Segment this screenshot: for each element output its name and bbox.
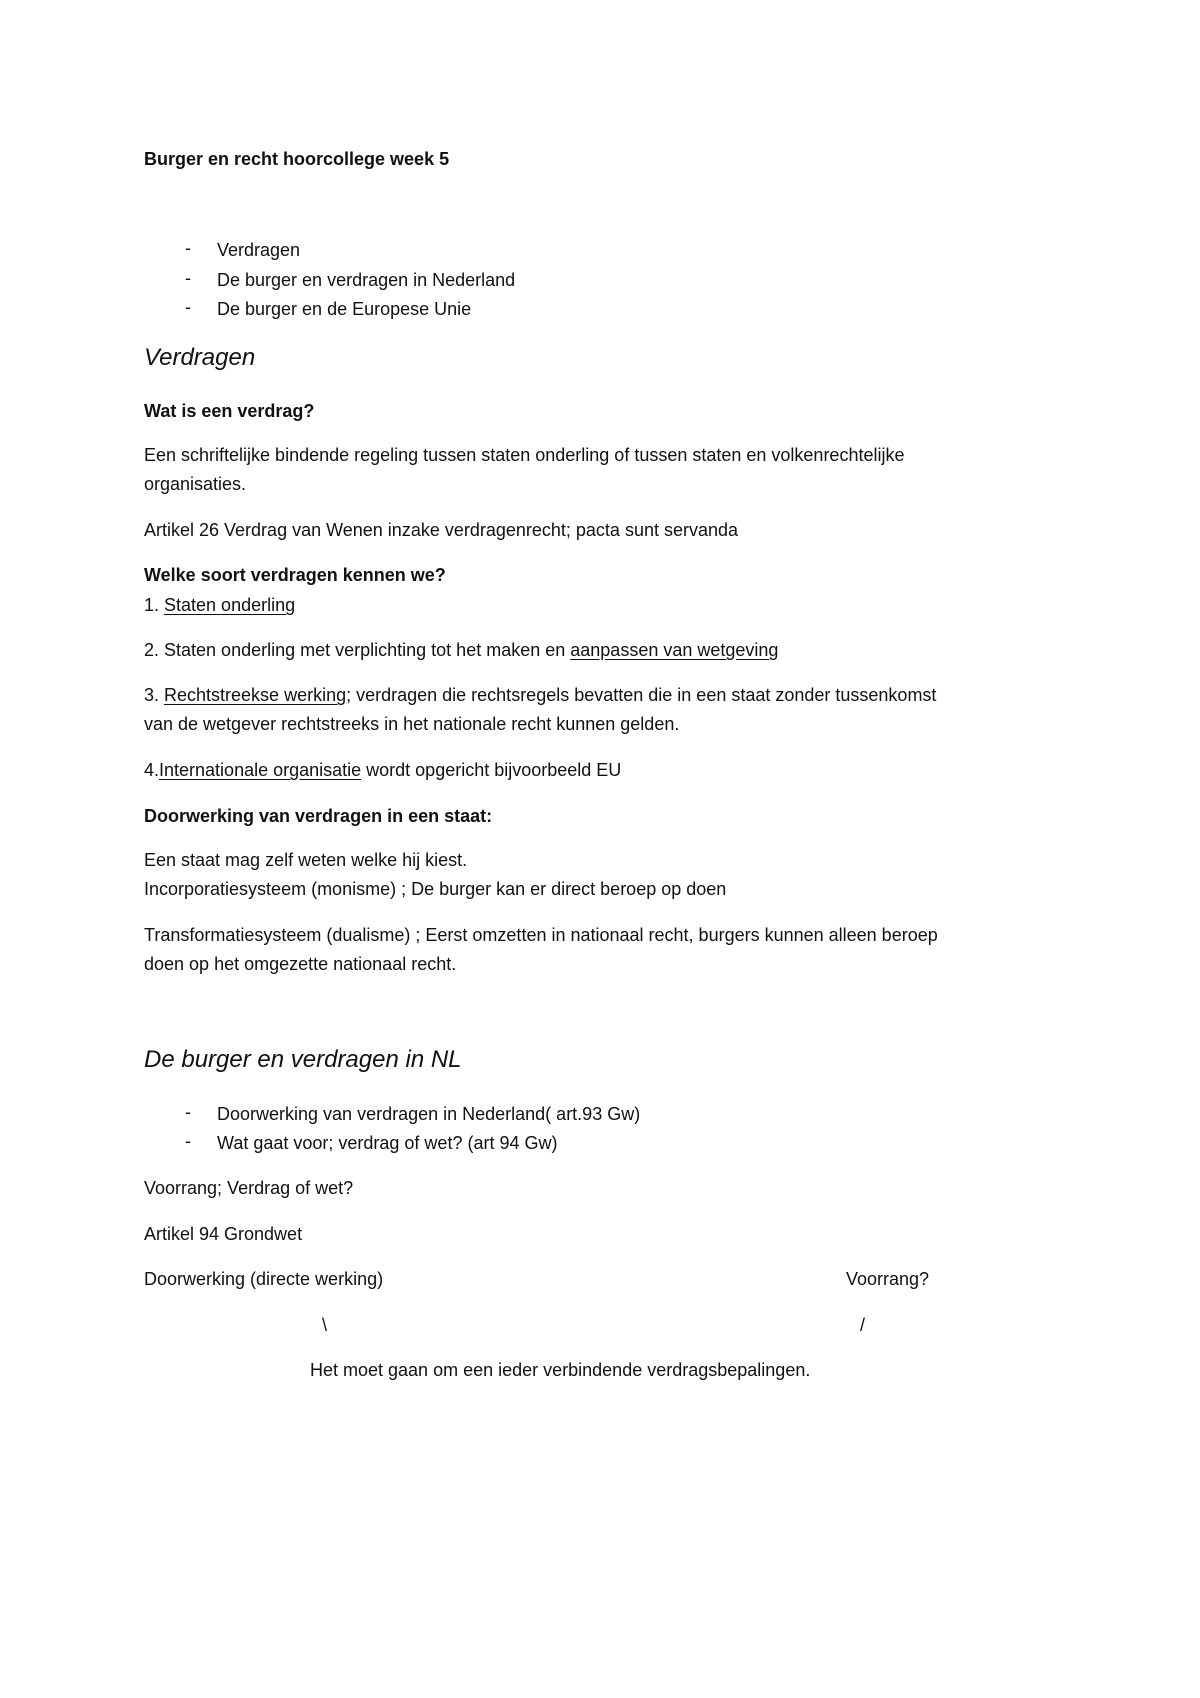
numbered-item — [144, 683, 936, 707]
item-text: 2. Staten onderling met verplichting tot het maken en — [144, 640, 571, 660]
paragraph: doen op het omgezette nationaal recht. — [144, 954, 457, 974]
numbered-item — [144, 638, 778, 662]
diagram-left-label: Doorwerking (directe werking) — [144, 1269, 384, 1289]
list-item-text: Doorwerking van verdragen in Nederland( art.93 Gw) — [217, 1104, 641, 1124]
list-marker: - — [185, 268, 191, 288]
underlined-term: Internationale organisatie — [159, 760, 362, 780]
diagram-conclusion: Het moet gaan om een ieder verbindende verdragsbepalingen. — [310, 1360, 811, 1380]
question-heading: Doorwerking van verdragen in een staat: — [144, 806, 493, 826]
item-number: 3. — [144, 685, 165, 705]
paragraph: Transformatiesysteem (dualisme) ; Eerst omzetten in nationaal recht, burgers kunnen alleen beroep — [144, 925, 938, 945]
item-text: wordt opgericht bijvoorbeeld EU — [361, 760, 622, 780]
list-item-text: De burger en verdragen in Nederland — [217, 270, 516, 290]
paragraph: Een staat mag zelf weten welke hij kiest. — [144, 850, 468, 870]
item-text: ; verdragen die rechtsregels bevatten die in een staat zonder tussenkomst — [346, 685, 937, 705]
definition-line: Een schriftelijke bindende regeling tussen staten onderling of tussen staten en volkenrechtelijke — [144, 445, 905, 465]
list-item-text: De burger en de Europese Unie — [217, 299, 472, 319]
question-heading: Wat is een verdrag? — [144, 401, 315, 421]
definition-line: organisaties. — [144, 474, 247, 494]
paragraph: Incorporatiesysteem (monisme) ; De burger kan er direct beroep op doen — [144, 879, 727, 899]
underlined-term: Rechtstreekse werking — [164, 685, 347, 705]
underlined-term: aanpassen van wetgeving — [570, 640, 779, 660]
section-heading-verdragen: Verdragen — [144, 344, 256, 371]
paragraph: Artikel 94 Grondwet — [144, 1224, 303, 1244]
list-marker: - — [185, 1102, 191, 1122]
item-continuation: van de wetgever rechtstreeks in het nationale recht kunnen gelden. — [144, 714, 680, 734]
list-marker: - — [185, 238, 191, 258]
list-item-text: Wat gaat voor; verdrag of wet? (art 94 Gw) — [217, 1133, 558, 1153]
list-item-text: Verdragen — [217, 240, 301, 260]
numbered-item — [144, 593, 295, 617]
underlined-term: Staten onderling — [164, 595, 296, 615]
diagram-left-slash: \ — [322, 1315, 328, 1335]
numbered-item — [144, 758, 621, 782]
section-heading-burger-nl: De burger en verdragen in NL — [144, 1046, 462, 1073]
list-marker: - — [185, 1131, 191, 1151]
document-title: Burger en recht hoorcollege week 5 — [144, 149, 450, 169]
paragraph: Voorrang; Verdrag of wet? — [144, 1178, 354, 1198]
item-number: 4. — [144, 760, 160, 780]
article-reference: Artikel 26 Verdrag van Wenen inzake verdragenrecht; pacta sunt servanda — [144, 520, 739, 540]
diagram-right-label: Voorrang? — [846, 1269, 930, 1289]
diagram-right-slash: / — [860, 1315, 866, 1335]
item-number: 1. — [144, 595, 165, 615]
list-marker: - — [185, 297, 191, 317]
question-heading: Welke soort verdragen kennen we? — [144, 565, 446, 585]
